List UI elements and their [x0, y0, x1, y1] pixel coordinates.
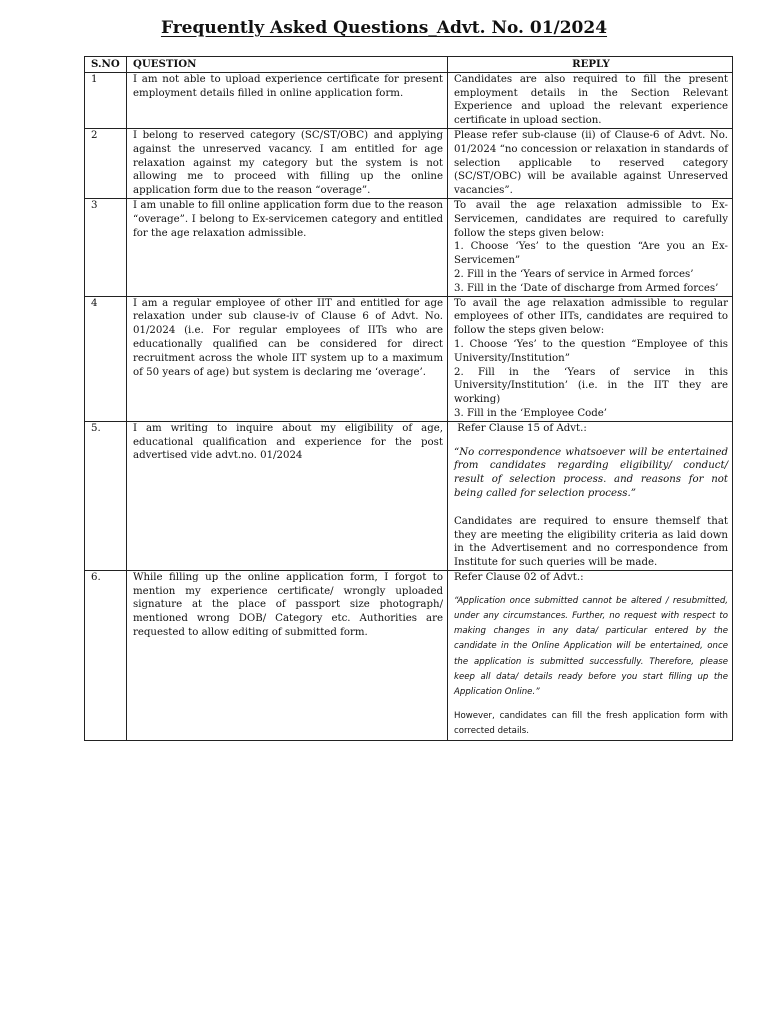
row-sno: 6. [85, 570, 127, 740]
table-header-row [85, 57, 733, 73]
reply-text: To avail the age relaxation admissible to regular employees of other IITs, candidates are required to follow the steps given below: [454, 297, 728, 337]
table-row [85, 570, 733, 740]
row-sno: 5. [85, 421, 127, 570]
reply-step: 3. Fill in the ‘Date of discharge from Armed forces’ [454, 282, 719, 294]
row-reply [448, 570, 733, 740]
reply-text: Candidates are also required to fill the present employment details in the Section Relevant Experience and upload the relevant experience certificate in upload section. [454, 73, 728, 127]
reply-text: Please refer sub-clause (ii) of Clause-6 of Advt. No. 01/2024 “no concession or relaxation in standards of selection applicable to reserved category (SC/ST/OBC) will be available against Unreserved vacancies”. [454, 129, 728, 197]
reply-step: 1. Choose ‘Yes’ to the question “Are you an Ex-Servicemen” [454, 241, 728, 267]
reply-quote: “No correspondence whatsoever will be entertained from candidates regarding eligibility/ conduct/ result of selection process. and reasons for not being called for selection process.” [454, 446, 728, 499]
page-title: Frequently Asked Questions_Advt. No. 01/2024 [160, 18, 608, 38]
row-reply [448, 296, 733, 421]
reply-quote: “Application once submitted cannot be altered / resubmitted, under any circumstances. Further, no request with respect to making changes in any data/ particular entered by the candidate in the Online Application will be entertained, once the application is submitted successfully. Therefore, please keep all data/ details ready before you start filling up the Application Online.” [454, 595, 728, 697]
reply-note: However, candidates can fill the fresh application form with corrected details. [454, 711, 728, 737]
header-reply: REPLY [448, 57, 733, 73]
reply-step: 2. Fill in the ‘Years of service in this University/Institution’ (i.e. in the IIT they are working) [454, 366, 728, 406]
row-sno: 4 [85, 296, 127, 421]
row-reply [448, 421, 733, 570]
header-sno: S.NO [85, 57, 127, 73]
reply-text: To avail the age relaxation admissible to Ex-Servicemen, candidates are required to carefully follow the steps given below: [454, 199, 728, 239]
row-question: I belong to reserved category (SC/ST/OBC) and applying against the unreserved vacancy. I am entitled for age relaxation against my category but the system is not allowing me to proceed with filling up the online application form due to the reason “overage”. [127, 128, 448, 198]
row-question: I am not able to upload experience certificate for present employment details filled in online application form. [127, 72, 448, 128]
reply-step: 3. Fill in the ‘Employee Code’ [454, 407, 608, 419]
row-question: I am unable to fill online application form due to the reason “overage”. I belong to Ex-servicemen category and entitled for the age relaxation admissible. [127, 198, 448, 296]
row-sno: 1 [85, 72, 127, 128]
row-reply [448, 128, 733, 198]
row-question: While filling up the online application form, I forgot to mention my experience certificate/ wrongly uploaded signature at the place of passport size photograph/ mentioned wrong DOB/ Category etc. Authorities are requested to allow editing of submitted form. [127, 570, 448, 740]
header-question: QUESTION [127, 57, 448, 73]
table-row [85, 421, 733, 570]
row-question: I am writing to inquire about my eligibility of age, educational qualification and experience for the post advertised vide advt.no. 01/2024 [127, 421, 448, 570]
row-reply [448, 72, 733, 128]
reply-intro: Refer Clause 02 of Advt.: [454, 571, 584, 583]
row-sno: 3 [85, 198, 127, 296]
faq-table [84, 56, 733, 741]
table-row [85, 296, 733, 421]
reply-intro: Refer Clause 15 of Advt.: [454, 422, 587, 434]
row-sno: 2 [85, 128, 127, 198]
reply-step: 1. Choose ‘Yes’ to the question “Employee of this University/Institution” [454, 338, 728, 364]
reply-step: 2. Fill in the ‘Years of service in Armed forces’ [454, 268, 694, 280]
table-row [85, 128, 733, 198]
row-question: I am a regular employee of other IIT and entitled for age relaxation under sub clause-iv of Clause 6 of Advt. No. 01/2024 (i.e. For regular employees of IITs who are educationally qualified can be considered for direct recruitment across the whole IIT system up to a maximum of 50 years of age) but system is declaring me ‘overage’. [127, 296, 448, 421]
reply-note: Candidates are required to ensure themself that they are meeting the eligibility criteria as laid down in the Advertisement and no correspondence from Institute for such queries will be made. [454, 515, 728, 569]
table-row [85, 72, 733, 128]
row-reply [448, 198, 733, 296]
table-row [85, 198, 733, 296]
